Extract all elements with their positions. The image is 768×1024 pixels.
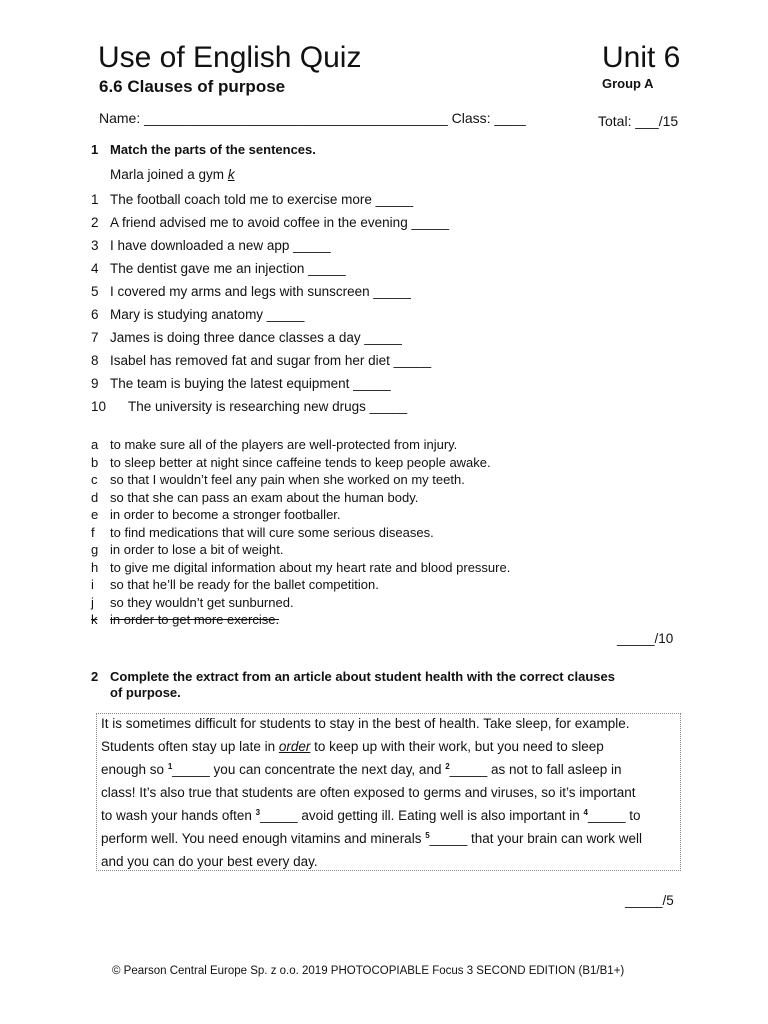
option-item bbox=[0, 577, 768, 595]
q1-example bbox=[110, 167, 235, 182]
q2-score: _____/5 bbox=[625, 893, 674, 908]
option-text: in order to become a stronger footballer. bbox=[110, 507, 341, 522]
item-text: The university is researching new drugs _____ bbox=[128, 399, 408, 414]
extract-line bbox=[101, 808, 641, 823]
item-text: I covered my arms and legs with sunscreen _____ bbox=[110, 284, 411, 299]
option-letter: c bbox=[91, 472, 98, 487]
extract-text-segment: _____ you can concentrate the next day, and bbox=[172, 762, 446, 777]
item-text: A friend advised me to avoid coffee in the evening _____ bbox=[110, 215, 449, 230]
option-text: so that he’ll be ready for the ballet competition. bbox=[110, 577, 379, 592]
item-number: 5 bbox=[91, 284, 99, 299]
page-title: Use of English Quiz bbox=[98, 41, 362, 74]
extract-line: It is sometimes difficult for students to stay in the best of health. Take sleep, for example. bbox=[101, 716, 630, 731]
option-item bbox=[0, 472, 768, 490]
q1-score: _____/10 bbox=[617, 631, 674, 646]
option-text: to give me digital information about my heart rate and blood pressure. bbox=[110, 559, 511, 575]
item-number: 10 bbox=[91, 399, 107, 414]
item-number: 9 bbox=[91, 376, 99, 391]
list-item bbox=[0, 330, 768, 353]
list-item bbox=[0, 353, 768, 376]
item-text: James is doing three dance classes a day _____ bbox=[110, 330, 402, 345]
option-item bbox=[0, 507, 768, 525]
option-item bbox=[0, 490, 768, 508]
option-letter: i bbox=[91, 577, 94, 592]
option-item bbox=[0, 455, 768, 473]
item-text: I have downloaded a new app _____ bbox=[110, 238, 331, 253]
extract-line bbox=[101, 762, 622, 777]
extract-text-segment: enough so bbox=[101, 762, 168, 777]
extract-text-segment: _____ as not to fall asleep in bbox=[449, 762, 622, 777]
gap-number: 2 bbox=[445, 762, 450, 771]
option-item bbox=[0, 525, 768, 543]
option-text: to find medications that will cure some serious diseases. bbox=[110, 524, 434, 540]
name-class-line: Name: _______________________________________ Class: ____ bbox=[99, 110, 526, 126]
item-text: Mary is studying anatomy _____ bbox=[110, 307, 305, 322]
option-letter: d bbox=[91, 489, 99, 505]
list-item bbox=[0, 261, 768, 284]
option-text: so they wouldn’t get sunburned. bbox=[110, 594, 294, 610]
extract-line bbox=[101, 831, 642, 846]
extract-line: and you can do your best every day. bbox=[101, 854, 318, 869]
item-number: 1 bbox=[91, 192, 99, 207]
extract-text-segment: _____ avoid getting ill. Eating well is also important in bbox=[260, 808, 584, 823]
extract-line bbox=[101, 739, 604, 754]
total-score: Total: ___/15 bbox=[598, 113, 679, 129]
extract-text-segment: perform well. You need enough vitamins and minerals bbox=[101, 831, 426, 846]
gap-number: 5 bbox=[425, 831, 430, 840]
unit-label: Unit 6 bbox=[602, 41, 681, 74]
list-item bbox=[0, 192, 768, 215]
option-text: so that she can pass an exam about the human body. bbox=[110, 489, 419, 505]
list-item bbox=[0, 376, 768, 399]
option-text: so that I wouldn’t feel any pain when she worked on my teeth. bbox=[110, 472, 465, 487]
option-text: in order to get more exercise. bbox=[110, 612, 280, 627]
item-text: The team is buying the latest equipment _____ bbox=[110, 376, 391, 391]
q1-example-text: Marla joined a gym bbox=[110, 167, 228, 182]
gap-number: 1 bbox=[167, 762, 173, 771]
item-number: 6 bbox=[91, 307, 99, 322]
extract-example-word: order bbox=[278, 739, 311, 754]
option-letter: b bbox=[91, 454, 99, 470]
extract-text-segment: to keep up with their work, but you need to sleep bbox=[310, 739, 604, 754]
list-item bbox=[0, 215, 768, 238]
extract-text-segment: to wash your hands often bbox=[101, 808, 256, 823]
item-number: 8 bbox=[91, 353, 99, 368]
group-label: Group A bbox=[602, 76, 654, 91]
list-item bbox=[0, 307, 768, 330]
option-letter: f bbox=[91, 524, 95, 540]
q1-instruction: Match the parts of the sentences. bbox=[110, 142, 316, 157]
option-item bbox=[0, 595, 768, 613]
option-letter: j bbox=[91, 594, 94, 610]
q2-instruction-line2: of purpose. bbox=[110, 685, 181, 700]
extract-text-segment: Students often stay up late in bbox=[101, 739, 279, 754]
extract-text-segment: _____ to bbox=[587, 808, 641, 823]
option-text: in order to lose a bit of weight. bbox=[110, 542, 284, 557]
option-item bbox=[0, 437, 768, 455]
gap-number: 3 bbox=[255, 808, 261, 817]
page-subtitle: 6.6 Clauses of purpose bbox=[99, 77, 286, 96]
item-text: The dentist gave me an injection _____ bbox=[110, 261, 346, 276]
option-item bbox=[0, 542, 768, 560]
extract-line: class! It’s also true that students are often exposed to germs and viruses, so it’s important bbox=[101, 785, 636, 800]
footer-copyright: © Pearson Central Europe Sp. z o.o. 2019 PHOTOCOPIABLE Focus 3 SECOND EDITION (B1/B1+) bbox=[112, 965, 625, 977]
item-text: Isabel has removed fat and sugar from her diet _____ bbox=[110, 353, 432, 368]
option-text: to sleep better at night since caffeine tends to keep people awake. bbox=[110, 454, 491, 470]
option-letter: h bbox=[91, 559, 99, 575]
item-text: The football coach told me to exercise more _____ bbox=[110, 192, 414, 207]
item-number: 7 bbox=[91, 330, 99, 345]
q1-example-answer: k bbox=[227, 167, 235, 182]
option-letter: g bbox=[91, 542, 99, 557]
option-letter: e bbox=[91, 507, 99, 522]
option-item bbox=[0, 560, 768, 578]
item-number: 4 bbox=[91, 261, 99, 276]
list-item bbox=[0, 284, 768, 307]
list-item bbox=[0, 238, 768, 261]
item-number: 3 bbox=[91, 238, 99, 253]
q1-number: 1 bbox=[91, 142, 99, 157]
extract-text-segment: _____ that your brain can work well bbox=[429, 831, 643, 846]
item-number: 2 bbox=[91, 215, 99, 230]
q2-number: 2 bbox=[91, 669, 99, 684]
option-letter: a bbox=[91, 437, 99, 452]
option-item-example bbox=[0, 612, 768, 630]
option-text: to make sure all of the players are well-protected from injury. bbox=[110, 437, 458, 452]
gap-number: 4 bbox=[583, 808, 588, 817]
q2-instruction-line1: Complete the extract from an article about student health with the correct clauses bbox=[110, 669, 615, 684]
option-letter: k bbox=[91, 612, 98, 627]
list-item bbox=[0, 399, 768, 422]
